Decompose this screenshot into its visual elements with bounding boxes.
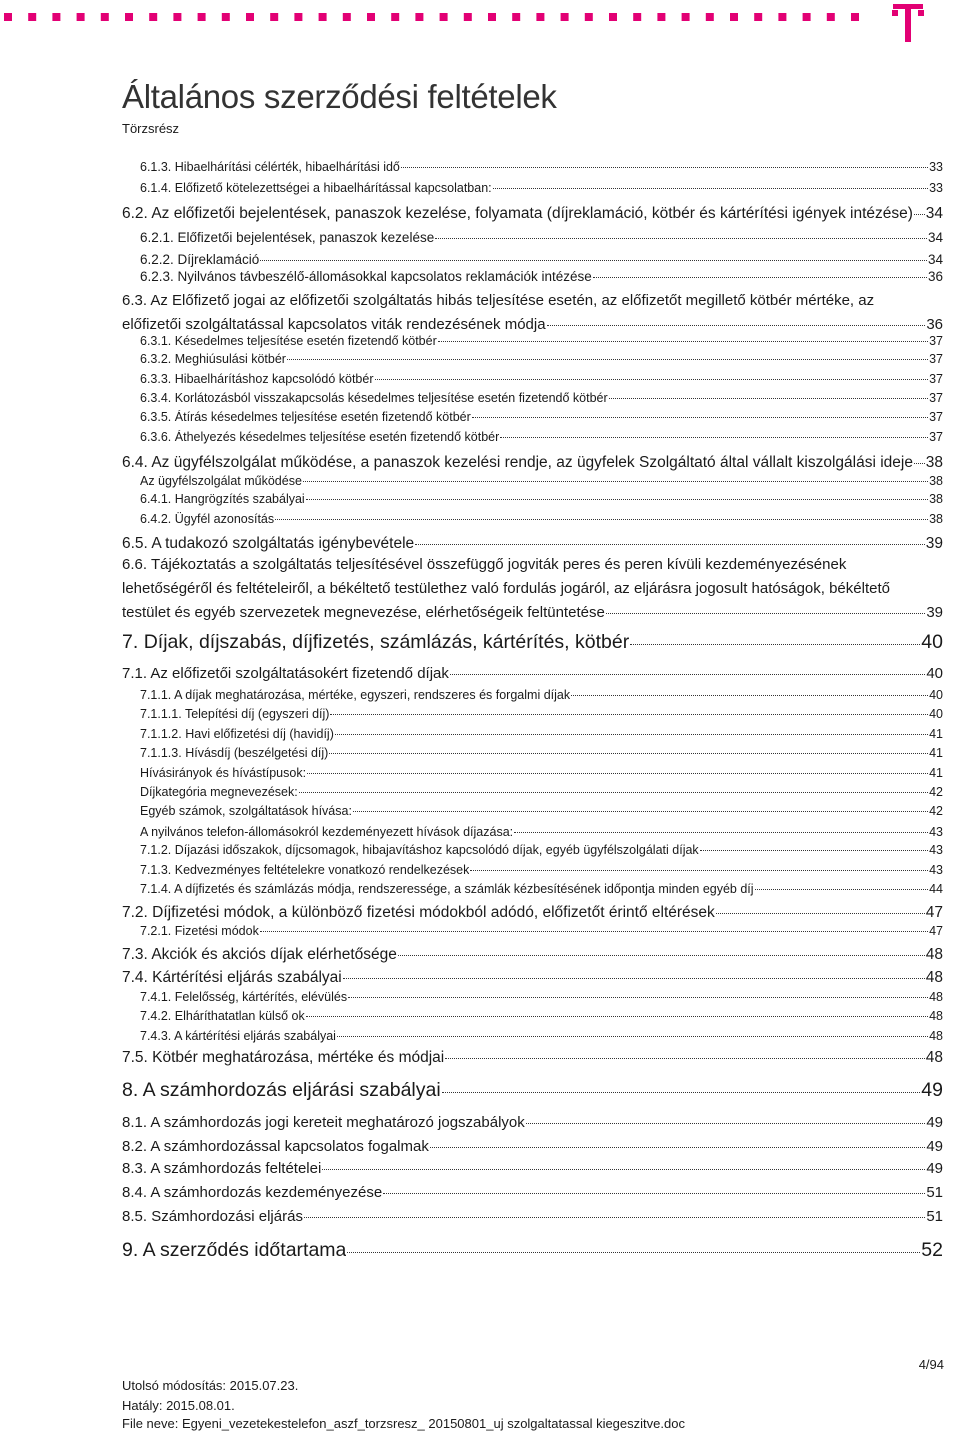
toc-entry-label	[122, 454, 913, 472]
dot-leader	[630, 643, 920, 645]
toc-entry-text: Számhordozási eljárás	[151, 1208, 303, 1225]
brand-dot	[52, 13, 60, 21]
toc-entry-text: Felelősség, kártérítés, elévülés	[174, 990, 348, 1004]
toc-entry-number: 7.2.1.	[140, 924, 172, 938]
toc-entry-page: 42	[929, 785, 943, 799]
dot-leader	[593, 276, 927, 278]
brand-dot	[101, 13, 109, 21]
page-number: 4/94	[918, 1357, 944, 1372]
toc-entry-number: 6.4.2.	[140, 512, 172, 526]
dot-leader	[343, 977, 925, 979]
toc-entry-label	[140, 372, 374, 386]
toc-entry[interactable]	[140, 492, 943, 506]
toc-entry[interactable]	[122, 1208, 943, 1225]
toc-entry-number: 6.1.3.	[140, 160, 172, 174]
toc-entry-number: 7.4.1.	[140, 990, 172, 1004]
toc-entry-label	[140, 512, 274, 526]
toc-entry-label	[140, 727, 334, 741]
toc-entry-label	[122, 969, 342, 987]
toc-entry-number: 6.6.	[122, 556, 148, 573]
toc-entry[interactable]	[122, 205, 943, 223]
toc-entry-label	[140, 492, 305, 506]
toc-entry-label	[140, 804, 352, 818]
toc-entry[interactable]	[140, 252, 943, 267]
toc-entry-page: 33	[929, 160, 943, 174]
toc-entry-label	[122, 1138, 429, 1155]
toc-entry[interactable]	[140, 688, 943, 702]
toc-entry-page: 38	[925, 454, 943, 471]
toc-entry-number: 7.1.3.	[140, 863, 172, 877]
toc-entry-page: 48	[925, 969, 943, 986]
toc-entry-page: 39	[926, 604, 943, 621]
dot-leader	[260, 930, 928, 932]
toc-entry-label	[122, 631, 629, 654]
toc-entry-page: 39	[925, 535, 943, 552]
toc-entry-label	[122, 535, 414, 553]
dot-leader	[383, 1192, 925, 1194]
dot-leader	[401, 166, 928, 168]
toc-entry[interactable]	[140, 512, 943, 526]
toc-entry-number: 6.4.1.	[140, 492, 172, 506]
toc-entry-page: 34	[927, 252, 943, 267]
toc-entry-page: 47	[929, 924, 943, 938]
toc-entry[interactable]	[140, 230, 943, 245]
toc-entry-page: 51	[926, 1184, 943, 1201]
toc-entry[interactable]	[140, 924, 943, 938]
toc-entry[interactable]	[140, 785, 943, 799]
toc-entry[interactable]	[122, 289, 943, 337]
toc-entry[interactable]	[140, 1029, 943, 1043]
dot-leader	[435, 237, 927, 239]
toc-entry-text: A számhordozás jogi kereteit meghatározó jogszabályok	[150, 1114, 525, 1131]
toc-entry-text: Kártérítési eljárás szabályai	[152, 969, 342, 986]
toc-entry-text: lehetőségéről és feltételeiről, a békéltető testülethez való fordulás jogáról, az eljárásra jogosult hatóságok, békéltető	[122, 580, 890, 597]
toc-entry-text: Telepítési díj (egyszeri díj)	[184, 707, 330, 721]
toc-entry[interactable]	[140, 474, 943, 488]
toc-entry-text: A tudakozó szolgáltatás igénybevétele	[151, 535, 415, 552]
effective-date: Hatály: 2015.08.01.	[122, 1398, 235, 1413]
toc-entry-text: Átírás késedelmes teljesítése esetén fizetendő kötbér	[174, 410, 471, 424]
toc-entry-page: 38	[929, 474, 943, 488]
toc-entry-number: 6.3.6.	[140, 430, 172, 444]
dot-leader	[304, 1216, 925, 1218]
brand-dot	[77, 13, 85, 21]
toc-entry-page: 34	[925, 205, 943, 222]
toc-entry-number: 6.3.3.	[140, 372, 172, 386]
toc-entry-text: Akciók és akciós díjak elérhetősége	[151, 946, 397, 963]
toc-entry-label	[122, 1114, 525, 1131]
dot-leader	[375, 378, 929, 380]
toc-entry-page: 37	[929, 372, 943, 386]
dot-leader	[571, 694, 928, 696]
dot-leader	[353, 810, 928, 812]
toc-entry-text: Elháríthatatlan külső ok	[174, 1009, 305, 1023]
toc-entry[interactable]	[140, 181, 943, 195]
toc-entry-page: 48	[929, 1029, 943, 1043]
toc-entry-text: testület és egyéb szervezetek megnevezése, elérhetőségeik feltüntetése	[122, 604, 605, 621]
toc-entry[interactable]	[122, 1239, 943, 1262]
toc-entry-text: Hibaelhárítási célérték, hibaelhárítási idő	[174, 160, 400, 174]
toc-entry-text: Az előfizetői bejelentések, panaszok kezelése, folyamata (díjreklamáció, kötbér és kártérítési igények intézése)	[151, 205, 913, 222]
dot-leader	[500, 436, 928, 438]
toc-entry-label	[122, 665, 449, 682]
document-title: Általános szerződési feltételek	[122, 78, 557, 115]
toc-entry-label	[122, 1079, 441, 1102]
toc-entry-text: A díjak meghatározása, mértéke, egyszeri, rendszeres és forgalmi díjak	[174, 688, 571, 702]
toc-entry-text: Hibaelhárításhoz kapcsolódó kötbér	[174, 372, 374, 386]
dot-leader	[526, 1122, 926, 1124]
toc-entry-text: A díjfizetés és számlázás módja, rendszeressége, a számlák kézbesítésének időpontja minden egyéb díj	[174, 882, 754, 896]
toc-entry-text: Tájékoztatás a szolgáltatás teljesítésével összefüggő jogviták peres és peren kívüli kezdeményezésének	[150, 556, 847, 573]
toc-entry-number: 6.2.1.	[140, 230, 174, 245]
toc-entry-label	[140, 863, 469, 877]
toc-entry-line	[122, 553, 943, 577]
toc-entry[interactable]	[140, 160, 943, 174]
toc-entry-text: Ügyfél azonosítás	[174, 512, 275, 526]
toc-entry-page: 48	[929, 990, 943, 1004]
dot-leader	[329, 752, 928, 754]
toc-entry[interactable]	[140, 863, 943, 877]
toc-entry[interactable]	[140, 804, 943, 818]
toc-entry-page: 34	[927, 230, 943, 245]
toc-entry-text: Díjkategória megnevezések:	[140, 785, 298, 799]
toc-entry-text: A szerződés időtartama	[142, 1239, 347, 1261]
dot-leader	[275, 518, 928, 520]
toc-entry-number: 8.4.	[122, 1184, 148, 1201]
toc-entry-number: 7.3.	[122, 946, 148, 963]
toc-entry-text: A nyilvános telefon-állomásokról kezdeményezett hívások díjazása:	[140, 825, 514, 839]
toc-entry[interactable]	[140, 334, 943, 348]
toc-entry-page: 37	[929, 352, 943, 366]
toc-entry-label	[140, 707, 329, 721]
toc-entry-page: 47	[925, 904, 943, 921]
toc-entry-page: 49	[926, 1114, 943, 1131]
dot-leader	[303, 480, 928, 482]
toc-entry-text: Nyilvános távbeszélő-állomásokkal kapcsolatos reklamációk intézése	[177, 269, 592, 284]
toc-entry-page: 48	[925, 1049, 943, 1066]
toc-entry-number: 7.1.1.3.	[140, 746, 182, 760]
toc-entry-page: 36	[927, 269, 943, 284]
toc-entry-number: 7.1.4.	[140, 882, 172, 896]
toc-entry-label	[140, 181, 492, 195]
toc-entry[interactable]	[140, 269, 943, 284]
toc-entry-page: 43	[929, 863, 943, 877]
toc-entry-label	[122, 205, 913, 223]
dot-leader	[337, 1035, 928, 1037]
toc-entry-text: Előfizetői bejelentések, panaszok kezelése	[177, 230, 435, 245]
toc-entry-number: 6.2.3.	[140, 269, 174, 284]
dot-leader	[609, 397, 928, 399]
toc-entry[interactable]	[140, 766, 943, 780]
toc-entry-page: 49	[926, 1138, 943, 1155]
toc-entry[interactable]	[122, 535, 943, 553]
toc-entry-number: 7.1.1.2.	[140, 727, 182, 741]
toc-entry-text: Díjreklamáció	[177, 252, 260, 267]
toc-entry-page: 40	[929, 688, 943, 702]
toc-entry-label	[140, 924, 259, 938]
toc-entry-page: 38	[929, 492, 943, 506]
file-name: File neve: Egyeni_vezetekestelefon_aszf_torzsresz_ 20150801_uj szolgaltatassal kiegeszitve.doc	[122, 1416, 685, 1431]
toc-entry-page: 43	[929, 843, 943, 857]
dot-leader	[330, 713, 928, 715]
toc-entry-page: 48	[929, 1009, 943, 1023]
toc-entry-number: 7.1.1.	[140, 688, 172, 702]
toc-entry-page: 40	[929, 707, 943, 721]
toc-entry[interactable]	[122, 904, 943, 922]
toc-entry[interactable]	[140, 410, 943, 424]
dot-leader	[700, 849, 928, 851]
toc-entry-text: Hívásdíj (beszélgetési díj)	[185, 746, 329, 760]
toc-entry-label	[140, 688, 570, 702]
toc-entry[interactable]	[140, 825, 943, 839]
toc-entry-number: 7.5.	[122, 1049, 148, 1066]
toc-entry-text: Fizetési módok	[174, 924, 259, 938]
toc-entry-label	[122, 1208, 303, 1225]
toc-entry-number: 8.1.	[122, 1114, 148, 1131]
toc-entry[interactable]	[122, 553, 943, 625]
toc-entry-text: Díjak, díjszabás, díjfizetés, számlázás, kártérítés, kötbér	[143, 631, 630, 653]
dot-leader	[514, 831, 928, 833]
toc-entry-label	[140, 843, 699, 857]
toc-entry-label	[140, 252, 259, 267]
toc-entry-label	[122, 1184, 382, 1201]
toc-entry-text: Hangrögzítés szabályai	[174, 492, 305, 506]
toc-entry-line	[122, 577, 943, 601]
toc-entry-page: 40	[921, 631, 943, 653]
toc-entry[interactable]	[122, 1138, 943, 1155]
toc-entry-number: 6.5.	[122, 535, 148, 552]
dot-leader	[347, 1251, 920, 1253]
toc-entry-label	[140, 352, 286, 366]
toc-entry-number: 7.1.1.1.	[140, 707, 182, 721]
toc-entry-text: Havi előfizetési díj (havidíj)	[185, 727, 334, 741]
toc-entry-label	[140, 1029, 336, 1043]
toc-entry-number: 6.2.2.	[140, 252, 174, 267]
toc-entry-text: Meghiúsulási kötbér	[174, 352, 286, 366]
toc-entry-page: 51	[926, 1208, 943, 1225]
toc-entry[interactable]	[122, 1184, 943, 1201]
dot-leader	[307, 772, 928, 774]
dot-leader	[260, 259, 927, 261]
toc-entry-label	[140, 882, 754, 896]
toc-entry-text: Díjfizetési módok, a különböző fizetési módokból adódó, előfizetőt érintő eltérések	[152, 904, 715, 921]
toc-entry-text: Egyéb számok, szolgáltatások hívása:	[140, 804, 352, 818]
dot-leader	[914, 462, 925, 464]
toc-entry[interactable]	[122, 631, 943, 654]
toc-entry-number: 6.3.4.	[140, 391, 172, 405]
toc-entry-number: 8.	[122, 1079, 139, 1101]
dot-leader	[398, 954, 925, 956]
toc-entry[interactable]	[140, 391, 943, 405]
toc-entry-label	[140, 785, 298, 799]
toc-entry-text: Hívásirányok és hívástípusok:	[140, 766, 307, 780]
toc-entry-number: 6.3.	[122, 292, 148, 309]
toc-entry[interactable]	[122, 1160, 943, 1177]
toc-entry[interactable]	[140, 430, 943, 444]
toc-entry-page: 41	[929, 746, 943, 760]
toc-entry-page: 41	[929, 727, 943, 741]
dot-leader	[716, 912, 925, 914]
toc-entry-number: 8.2.	[122, 1138, 148, 1155]
toc-entry-text: A kártérítési eljárás szabályai	[174, 1029, 336, 1043]
toc-entry-number: 9.	[122, 1239, 139, 1261]
toc-entry-number: 7.	[122, 631, 139, 653]
brand-dot	[4, 13, 12, 21]
toc-entry-page: 49	[921, 1079, 943, 1101]
toc-entry-label	[140, 230, 434, 245]
toc-entry-page: 41	[929, 766, 943, 780]
toc-entry-text: Előfizető kötelezettségei a hibaelhárítással kapcsolatban:	[174, 181, 492, 195]
toc-entry-label	[122, 1160, 321, 1177]
dot-leader	[472, 416, 928, 418]
toc-entry[interactable]	[140, 727, 943, 741]
dot-leader	[415, 543, 925, 545]
dot-leader	[450, 673, 925, 675]
toc-entry-page: 42	[929, 804, 943, 818]
dot-leader	[547, 324, 926, 326]
toc-entry-label	[122, 946, 397, 964]
toc-entry-text: A számhordozással kapcsolatos fogalmak	[150, 1138, 429, 1155]
toc-entry-text: Az ügyfélszolgálat működése	[140, 474, 302, 488]
dot-leader	[306, 498, 928, 500]
toc-entry-label	[140, 269, 592, 284]
dot-leader	[438, 340, 928, 342]
toc-entry-page: 49	[926, 1160, 943, 1177]
toc-entry[interactable]	[140, 843, 943, 857]
toc-entry-number: 6.4.	[122, 454, 148, 471]
last-modified: Utolsó módosítás: 2015.07.23.	[122, 1378, 299, 1393]
toc-entry[interactable]	[140, 707, 943, 721]
toc-entry[interactable]	[122, 1079, 943, 1102]
toc-entry-label	[140, 474, 302, 488]
toc-entry-page: 36	[926, 316, 943, 333]
toc-entry-page: 37	[929, 410, 943, 424]
dot-leader	[606, 612, 926, 614]
toc-entry-label	[140, 766, 306, 780]
toc-entry-line	[122, 289, 943, 313]
toc-entry-label	[140, 391, 608, 405]
toc-entry[interactable]	[140, 1009, 943, 1023]
dot-leader	[445, 1057, 925, 1059]
toc-entry-label	[140, 334, 437, 348]
toc-entry-label	[140, 825, 513, 839]
toc-entry[interactable]	[140, 746, 943, 760]
dot-leader	[914, 213, 925, 215]
toc-entry[interactable]	[122, 946, 943, 964]
toc-entry-text: Korlátozásból visszakapcsolás késedelmes teljesítése esetén fizetendő kötbér	[174, 391, 608, 405]
toc-entry-page: 37	[929, 391, 943, 405]
document-subtitle: Törzsrész	[122, 121, 180, 136]
toc-entry-page: 33	[929, 181, 943, 195]
toc-entry-number: 6.3.5.	[140, 410, 172, 424]
dot-leader	[348, 996, 928, 998]
toc-entry[interactable]	[122, 1049, 943, 1067]
dot-leader	[430, 1146, 925, 1148]
toc-entry-label	[140, 160, 400, 174]
toc-entry-number: 7.4.2.	[140, 1009, 172, 1023]
toc-entry-page: 48	[925, 946, 943, 963]
toc-entry-text: Az előfizetői szolgáltatásokért fizetendő díjak	[150, 665, 449, 682]
toc-entry-text: Kedvezményes feltételekre vonatkozó rendelkezések	[174, 863, 470, 877]
toc-entry-text: Késedelmes teljesítése esetén fizetendő kötbér	[174, 334, 437, 348]
toc-entry-number: 7.1.	[122, 665, 148, 682]
toc-entry-number: 7.4.	[122, 969, 148, 986]
toc-entry-number: 6.1.4.	[140, 181, 172, 195]
dot-leader	[287, 358, 928, 360]
dot-leader	[335, 733, 928, 735]
toc-entry-page: 37	[929, 430, 943, 444]
toc-entry[interactable]	[122, 665, 943, 682]
brand-dot	[28, 13, 36, 21]
toc-entry-text: Az Előfizető jogai az előfizetői szolgáltatás hibás teljesítése esetén, az előfizetőt megillető kötbér mértéke, az	[150, 292, 875, 309]
toc-entry-text: Áthelyezés késedelmes teljesítése esetén fizetendő kötbér	[174, 430, 500, 444]
toc-entry-page: 37	[929, 334, 943, 348]
toc-entry-page: 38	[929, 512, 943, 526]
table-of-contents	[122, 0, 943, 1300]
toc-entry-text: Kötbér meghatározása, mértéke és módjai	[152, 1049, 445, 1066]
toc-entry[interactable]	[140, 352, 943, 366]
toc-entry[interactable]	[122, 969, 943, 987]
dot-leader	[299, 791, 928, 793]
toc-entry-number: 6.3.1.	[140, 334, 172, 348]
toc-entry-page: 43	[929, 825, 943, 839]
toc-entry[interactable]	[122, 1114, 943, 1131]
toc-entry[interactable]	[140, 882, 943, 896]
toc-entry-label	[122, 1239, 346, 1262]
toc-entry-number: 7.4.3.	[140, 1029, 172, 1043]
toc-entry-label	[140, 430, 499, 444]
dot-leader	[755, 888, 929, 890]
toc-entry-label	[140, 990, 347, 1004]
toc-entry[interactable]	[122, 454, 943, 472]
toc-entry-number: 6.3.2.	[140, 352, 172, 366]
toc-entry-page: 52	[921, 1239, 943, 1261]
dot-leader	[470, 869, 928, 871]
toc-entry-label	[140, 746, 328, 760]
dot-leader	[306, 1015, 928, 1017]
toc-entry-number: 7.2.	[122, 904, 148, 921]
toc-entry-number: 6.2.	[122, 205, 148, 222]
toc-entry-text: Díjazási időszakok, díjcsomagok, hibajavításhoz kapcsolódó díjak, egyéb ügyfélszolgálati díjak	[174, 843, 699, 857]
toc-entry-text: előfizetői szolgáltatással kapcsolatos viták rendezésének módja	[122, 316, 546, 333]
dot-leader	[322, 1168, 925, 1170]
toc-entry-text: A számhordozás kezdeményezése	[150, 1184, 383, 1201]
toc-entry-page: 40	[926, 665, 943, 682]
toc-entry-text: A számhordozás eljárási szabályai	[142, 1079, 441, 1101]
toc-entry-number: 8.3.	[122, 1160, 148, 1177]
toc-entry[interactable]	[140, 372, 943, 386]
toc-entry-label	[140, 1009, 305, 1023]
toc-entry-text: Az ügyfélszolgálat működése, a panaszok kezelési rendje, az ügyfelek Szolgáltató által vállalt kiszolgálási ideje	[151, 454, 913, 471]
toc-entry[interactable]	[140, 990, 943, 1004]
toc-entry-number: 7.1.2.	[140, 843, 172, 857]
toc-entry-text: A számhordozás feltételei	[150, 1160, 322, 1177]
dot-leader	[493, 187, 928, 189]
toc-entry-label	[140, 410, 471, 424]
toc-entry-number: 8.5.	[122, 1208, 148, 1225]
toc-entry-label	[122, 1049, 444, 1067]
dot-leader	[442, 1091, 921, 1093]
toc-entry-page: 44	[929, 882, 943, 896]
toc-entry-label	[122, 904, 715, 922]
